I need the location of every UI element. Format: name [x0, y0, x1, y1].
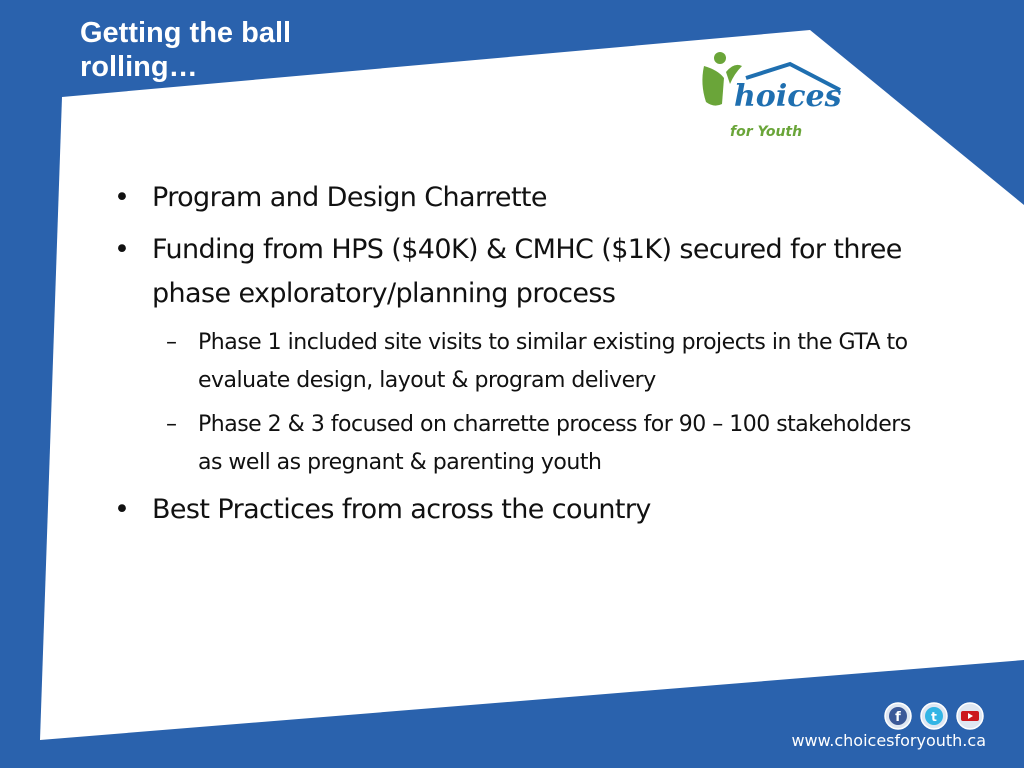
bullet-text: Program and Design Charrette: [152, 182, 547, 213]
sub-bullet-marker: –: [166, 330, 177, 355]
social-icons: [884, 702, 994, 732]
slide-title: Getting the ball rolling…: [80, 17, 292, 83]
bullet-text: Funding from HPS ($40K) & CMHC ($1K) secured for three phase exploratory/planning process: [152, 234, 902, 309]
bullet-marker: •: [114, 234, 130, 265]
bullet-item: [110, 488, 920, 532]
bullet-item: [110, 176, 920, 220]
bullet-item: [110, 228, 920, 316]
website-url[interactable]: www.choicesforyouth.ca: [791, 731, 986, 750]
svg-text:t: t: [931, 710, 937, 724]
svg-text:f: f: [895, 710, 901, 725]
youtube-icon[interactable]: [956, 702, 984, 730]
bullet-marker: •: [114, 182, 130, 213]
slide-body: [110, 176, 920, 540]
sub-bullet-item: [110, 324, 920, 400]
sub-bullet-text: Phase 2 & 3 focused on charrette process for 90 – 100 stakeholders as well as pregnant & parenting youth: [198, 412, 911, 475]
twitter-icon[interactable]: [920, 702, 948, 730]
sub-bullet-text: Phase 1 included site visits to similar existing projects in the GTA to evaluate design, layout & program delivery: [198, 330, 908, 393]
choices-for-youth-logo: [690, 44, 850, 144]
sub-bullet-marker: –: [166, 412, 177, 437]
bullet-text: Best Practices from across the country: [152, 494, 651, 525]
bullet-marker: •: [114, 494, 130, 525]
svg-text:hoices: hoices: [734, 79, 842, 114]
facebook-icon[interactable]: [884, 702, 912, 730]
svg-text:for Youth: for Youth: [730, 124, 803, 140]
sub-bullet-item: [110, 406, 920, 482]
